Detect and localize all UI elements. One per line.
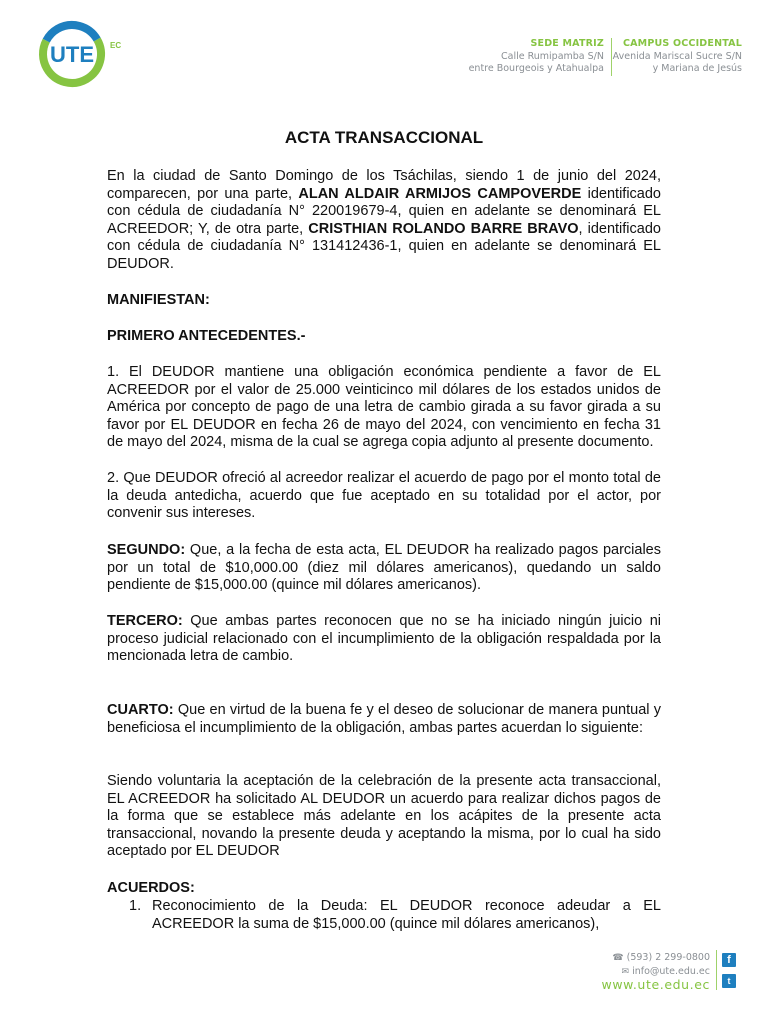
acuerdo-item bbox=[107, 898, 661, 933]
mail-icon: ✉ bbox=[621, 967, 630, 977]
intro-text: identificado con cédula de ciudadanía N° 220019679-4, quien en adelante se denominará EL ACREEDOR; Y, de otra parte, bbox=[107, 185, 661, 237]
heading-acuerdos: ACUERDOS: bbox=[107, 880, 195, 896]
logo-text: UTE bbox=[50, 42, 94, 67]
address-title: CAMPUS OCCIDENTAL bbox=[622, 38, 742, 49]
acuerdo-text: Reconocimiento de la Deuda: EL DEUDOR reconoce adeudar a EL ACREEDOR la suma de $15,000.00 (quince mil dólares americanos), bbox=[152, 898, 661, 932]
heading-manifiestan: MANIFIESTAN: bbox=[107, 292, 210, 308]
address-line: y Mariana de Jesús bbox=[652, 63, 742, 74]
antecedente-1: 1. El DEUDOR mantiene una obligación económica pendiente a favor de EL ACREEDOR por el valor de 25.000 veinticinco mil dólares de los estados unidos de América por concepto de pago de una letra de cambio girada a su favor girada a su favor por EL DEUDOR en fecha 26 de mayo del 2024, con vencimiento en fecha 31 de mayo del 2024, misma de la cual se agrega copia adjunto al presente documento. bbox=[107, 364, 661, 451]
intro-text: En la ciudad de Santo Domingo de los Tsáchilas, siendo 1 de junio del 2024, comparecen, por una parte, bbox=[107, 168, 661, 202]
antecedente-2: 2. Que DEUDOR ofreció al acreedor realizar el acuerdo de pago por el monto total de la deuda antedicha, acuerdo que fue aceptado en su totalidad por el actor, por convenir sus intereses. bbox=[107, 470, 661, 522]
clause-tercero bbox=[107, 613, 661, 666]
document-title: ACTA TRANSACCIONAL bbox=[284, 128, 484, 147]
footer-email bbox=[622, 966, 710, 977]
address-campus-occidental bbox=[613, 38, 742, 76]
twitter-icon[interactable]: t bbox=[722, 974, 736, 988]
address-sede-matriz bbox=[469, 38, 604, 76]
intro-text: , identificado con cédula de ciudadanía N° 131412436-1, quien en adelante se denominará EL DEUDOR. bbox=[107, 220, 661, 272]
phone-text: (593) 2 299-0800 bbox=[626, 952, 710, 963]
email-text: info@ute.edu.ec bbox=[632, 966, 710, 977]
intro-paragraph bbox=[107, 168, 661, 274]
debtor-name: CRISTHIAN ROLANDO BARRE BRAVO bbox=[308, 220, 579, 237]
phone-icon: ☎ bbox=[612, 953, 624, 963]
heading-primero: PRIMERO ANTECEDENTES.- bbox=[107, 328, 306, 344]
clause-segundo bbox=[107, 542, 661, 595]
clause-cuarto bbox=[107, 702, 661, 737]
clause-text: Que, a la fecha de esta acta, EL DEUDOR ha realizado pagos parciales por un total de $10,000.00 (diez mil dólares americanos), quedando un saldo pendiente de $15,000.00 (quince mil dólares americanos). bbox=[107, 542, 661, 594]
footer-divider bbox=[716, 950, 717, 990]
clause-label: TERCERO: bbox=[107, 613, 183, 629]
address-title: SEDE MATRIZ bbox=[530, 38, 604, 49]
facebook-icon[interactable]: f bbox=[722, 953, 736, 967]
ute-logo bbox=[38, 18, 130, 90]
logo-sup: EC bbox=[110, 41, 122, 50]
acuerdo-number: 1. bbox=[129, 898, 142, 914]
address-line: Avenida Mariscal Sucre S/N bbox=[612, 50, 742, 62]
creditor-name: ALAN ALDAIR ARMIJOS CAMPOVERDE bbox=[298, 185, 582, 202]
footer-website[interactable]: www.ute.edu.ec bbox=[601, 977, 710, 992]
address-line: entre Bourgeois y Atahualpa bbox=[468, 63, 604, 74]
address-line: Calle Rumipamba S/N bbox=[500, 50, 604, 62]
clause-text: Que ambas partes reconocen que no se ha iniciado ningún juicio ni proceso judicial relacionado con el incumplimiento de la obligación respaldada por la mencionada letra de cambio. bbox=[107, 613, 661, 665]
clause-label: CUARTO: bbox=[107, 702, 174, 718]
paragraph-siendo: Siendo voluntaria la aceptación de la celebración de la presente acta transaccional, EL ACREEDOR ha solicitado AL DEUDOR un acuerdo para realizar dichos pagos de la forma que se establece más adelante en los acápites de la presente acta transaccional, novando la presente deuda y aceptando la misma, por lo cual ha sido aceptado por EL DEUDOR bbox=[107, 773, 661, 860]
clause-text: Que en virtud de la buena fe y el deseo de solucionar de manera puntual y beneficiosa el incumplimiento de la obligación, ambas partes acuerdan lo siguiente: bbox=[107, 702, 661, 736]
clause-label: SEGUNDO: bbox=[107, 542, 186, 558]
footer-phone bbox=[612, 952, 710, 963]
